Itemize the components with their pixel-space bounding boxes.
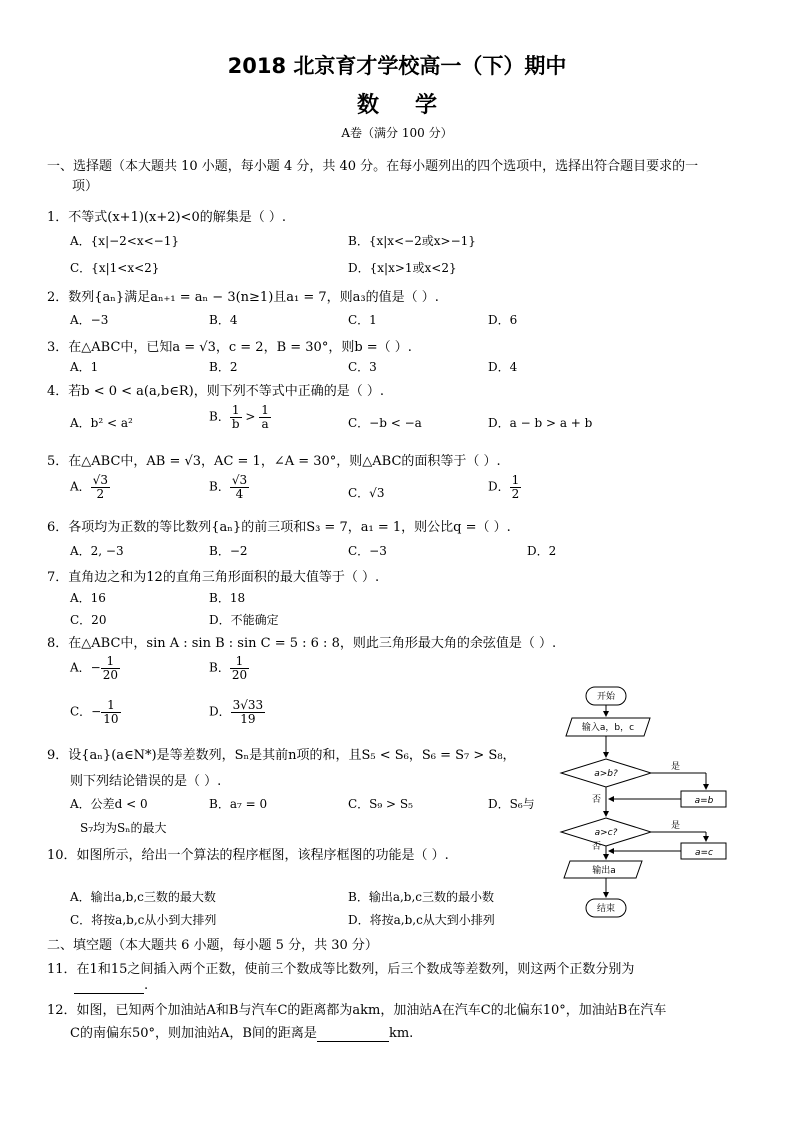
q11-answer-line <box>74 978 148 994</box>
q6-stem: 6．各项均为正数的等比数列{aₙ}的前三项和S₃ = 7，a₁ = 1，则公比q =（ ）. <box>47 520 511 535</box>
q4-option-d: D．a − b > a + b <box>488 416 593 430</box>
flowchart-input-label: 输入a，b，c <box>581 723 635 733</box>
answer-blank <box>74 978 144 994</box>
numerator: 1 <box>230 404 242 418</box>
answer-blank <box>317 1026 389 1042</box>
flowchart-assign-2-label: a=c <box>694 848 714 858</box>
q3-stem: 3．在△ABC中，已知a = √3，c = 2，B = 30°，则b =（ ）. <box>47 340 412 355</box>
subject-title: 数学 <box>356 93 473 118</box>
part2-intro: 二、填空题（本大题共 6 小题，每小题 5 分，共 30 分） <box>47 938 378 953</box>
q4-stem: 4．若b < 0 < a(a,b∈R)，则下列不等式中正确的是（ ）. <box>47 384 384 399</box>
denominator: 20 <box>231 667 248 682</box>
flowchart-assign-1-label: a=b <box>694 796 714 806</box>
q5-option-a <box>70 474 110 500</box>
q2-stem: 2．数列{aₙ}满足aₙ₊₁ = aₙ − 3(n≥1)且a₁ = 7，则a₃的值是（ ）. <box>47 290 439 305</box>
q10-option-d: D．将按a,b,c从大到小排列 <box>348 913 495 927</box>
q5-option-c: C．√3 <box>348 486 385 500</box>
q9-option-a: A．公差d < 0 <box>70 797 148 811</box>
q2-option-a: A．−3 <box>70 313 109 327</box>
flowchart-diagram <box>556 683 736 923</box>
q3-option-c: C．3 <box>348 360 377 374</box>
q1-option-a: A．{x|−2<x<−1} <box>70 234 180 248</box>
q5-option-d-label: D． <box>488 479 510 494</box>
q8-option-a-label: A．− <box>70 660 101 675</box>
q5-stem: 5．在△ABC中，AB = √3，AC = 1，∠A = 30°，则△ABC的面积等于（ ）. <box>47 454 501 469</box>
q4-option-c: C．−b < −a <box>348 416 422 430</box>
flowchart-yes-1: 是 <box>671 762 681 772</box>
q1-option-c: C．{x|1<x<2} <box>70 261 160 275</box>
fraction <box>230 404 242 430</box>
q3-option-a: A．1 <box>70 360 99 374</box>
q3-option-d: D．4 <box>488 360 518 374</box>
numerator: 1 <box>511 473 520 487</box>
flowchart-no-2: 否 <box>592 842 602 852</box>
denominator: 20 <box>102 667 119 682</box>
q6-option-d: D．2 <box>527 544 557 558</box>
q5-option-d <box>488 474 521 500</box>
section-label: A卷（满分 100 分） <box>341 126 453 140</box>
fraction <box>91 474 110 500</box>
denominator: b <box>231 416 240 431</box>
fraction <box>231 699 266 725</box>
q8-option-b <box>209 655 249 681</box>
part1-intro: 一、选择题（本大题共 10 小题，每小题 4 分，共 40 分。在每小题列出的四个选项中，选择出符合题目要求的一 <box>47 159 699 174</box>
q9-stem-cont: 则下列结论错误的是（ ）. <box>70 774 222 789</box>
numerator: √3 <box>231 473 248 487</box>
q11-end: . <box>144 978 149 993</box>
q3-option-b: B．2 <box>209 360 238 374</box>
q7-option-a: A．16 <box>70 591 106 605</box>
q7-option-b: B．18 <box>209 591 246 605</box>
q6-option-a: A．2, −3 <box>70 544 124 558</box>
q8-option-d <box>209 699 265 725</box>
flowchart-start-label: 开始 <box>596 692 616 702</box>
q12-stem: 12．如图，已知两个加油站A和B与汽车C的距离都为akm，加油站A在汽车C的北偏东10°，加油站B在汽车 <box>47 1003 667 1018</box>
flowchart-output-label: 输出a <box>592 866 616 876</box>
denominator: 2 <box>96 486 105 501</box>
flowchart-no-1: 否 <box>592 795 602 805</box>
fraction <box>510 474 522 500</box>
q8-option-a <box>70 655 120 681</box>
q8-option-c-label: C．− <box>70 704 102 719</box>
q5-option-b <box>209 474 249 500</box>
fraction <box>259 404 271 430</box>
q2-option-b: B．4 <box>209 313 238 327</box>
q10-stem: 10．如图所示，给出一个算法的程序框图，该程序框图的功能是（ ）. <box>47 848 449 863</box>
q1-option-d: D．{x|x>1或x<2} <box>348 261 457 275</box>
denominator: a <box>261 416 269 431</box>
fraction <box>230 655 249 681</box>
q10-option-b: B．输出a,b,c三数的最小数 <box>348 890 495 904</box>
q9-option-c: C．S₉ > S₅ <box>348 797 413 811</box>
flowchart-yes-2: 是 <box>671 821 681 831</box>
q4-option-b <box>209 404 271 430</box>
denominator: 2 <box>511 486 520 501</box>
q6-option-c: C．−3 <box>348 544 387 558</box>
q4-option-a: A．b² < a² <box>70 416 133 430</box>
flowchart-decision-1-label: a>b? <box>594 769 618 779</box>
fraction <box>101 699 120 725</box>
numerator: 3√33 <box>232 698 264 712</box>
q8-stem: 8．在△ABC中，sin A : sin B : sin C = 5 : 6 : 8，则此三角形最大角的余弦值是（ ）. <box>47 636 557 651</box>
numerator: √3 <box>92 473 108 487</box>
q2-option-d: D．6 <box>488 313 518 327</box>
q5-option-a-label: A． <box>70 479 91 494</box>
flowchart-decision-2-label: a>c? <box>594 828 618 838</box>
q6-option-b: B．−2 <box>209 544 248 558</box>
operator: > <box>245 409 256 424</box>
q7-option-c: C．20 <box>70 613 107 627</box>
denominator: 4 <box>235 486 244 501</box>
numerator: 1 <box>230 655 249 669</box>
fraction <box>101 655 120 681</box>
flowchart-end-label: 结束 <box>596 904 616 914</box>
numerator: 1 <box>261 403 269 417</box>
q9-stem: 9．设{aₙ}(a∈N*)是等差数列，Sₙ是其前n项的和，且S₅ < S₆，S₆ = S₇ > S₈， <box>47 748 516 763</box>
q9-option-b: B．a₇ = 0 <box>209 797 268 811</box>
q10-option-c: C．将按a,b,c从小到大排列 <box>70 913 217 927</box>
q9-option-d-cont: S₇均为Sₙ的最大 <box>80 821 167 835</box>
denominator: 10 <box>103 711 119 726</box>
fraction <box>230 474 249 500</box>
q12-stem-text: C的南偏东50°，则加油站A，B间的距离是 <box>70 1026 317 1041</box>
numerator: 1 <box>101 655 120 669</box>
q2-option-c: C．1 <box>348 313 377 327</box>
q5-option-b-label: B． <box>209 479 230 494</box>
numerator: 1 <box>101 699 120 713</box>
q12-stem-cont <box>70 1022 413 1042</box>
q1-option-b: B．{x|x<−2或x>−1} <box>348 234 476 248</box>
q8-option-d-label: D． <box>209 704 231 719</box>
q7-stem: 7．直角边之和为12的直角三角形面积的最大值等于（ ）. <box>47 570 380 585</box>
q8-option-b-label: B． <box>209 660 230 675</box>
q8-option-c <box>70 699 121 725</box>
q4-option-b-label: B． <box>209 409 230 424</box>
q1-stem: 1．不等式(x+1)(x+2)<0的解集是（ ）. <box>47 210 286 225</box>
denominator: 19 <box>240 711 256 726</box>
exam-title: 2018 北京育才学校高一（下）期中 <box>227 54 567 78</box>
part1-intro-cont: 项） <box>72 179 99 194</box>
q10-option-a: A．输出a,b,c三数的最大数 <box>70 890 216 904</box>
q7-option-d: D．不能确定 <box>209 613 279 627</box>
q11-stem: 11．在1和15之间插入两个正数，使前三个数成等比数列，后三个数成等差数列，则这两个正数分别为 <box>47 962 635 977</box>
q12-unit: km. <box>388 1026 414 1041</box>
q9-option-d: D．S₆与 <box>488 797 535 811</box>
